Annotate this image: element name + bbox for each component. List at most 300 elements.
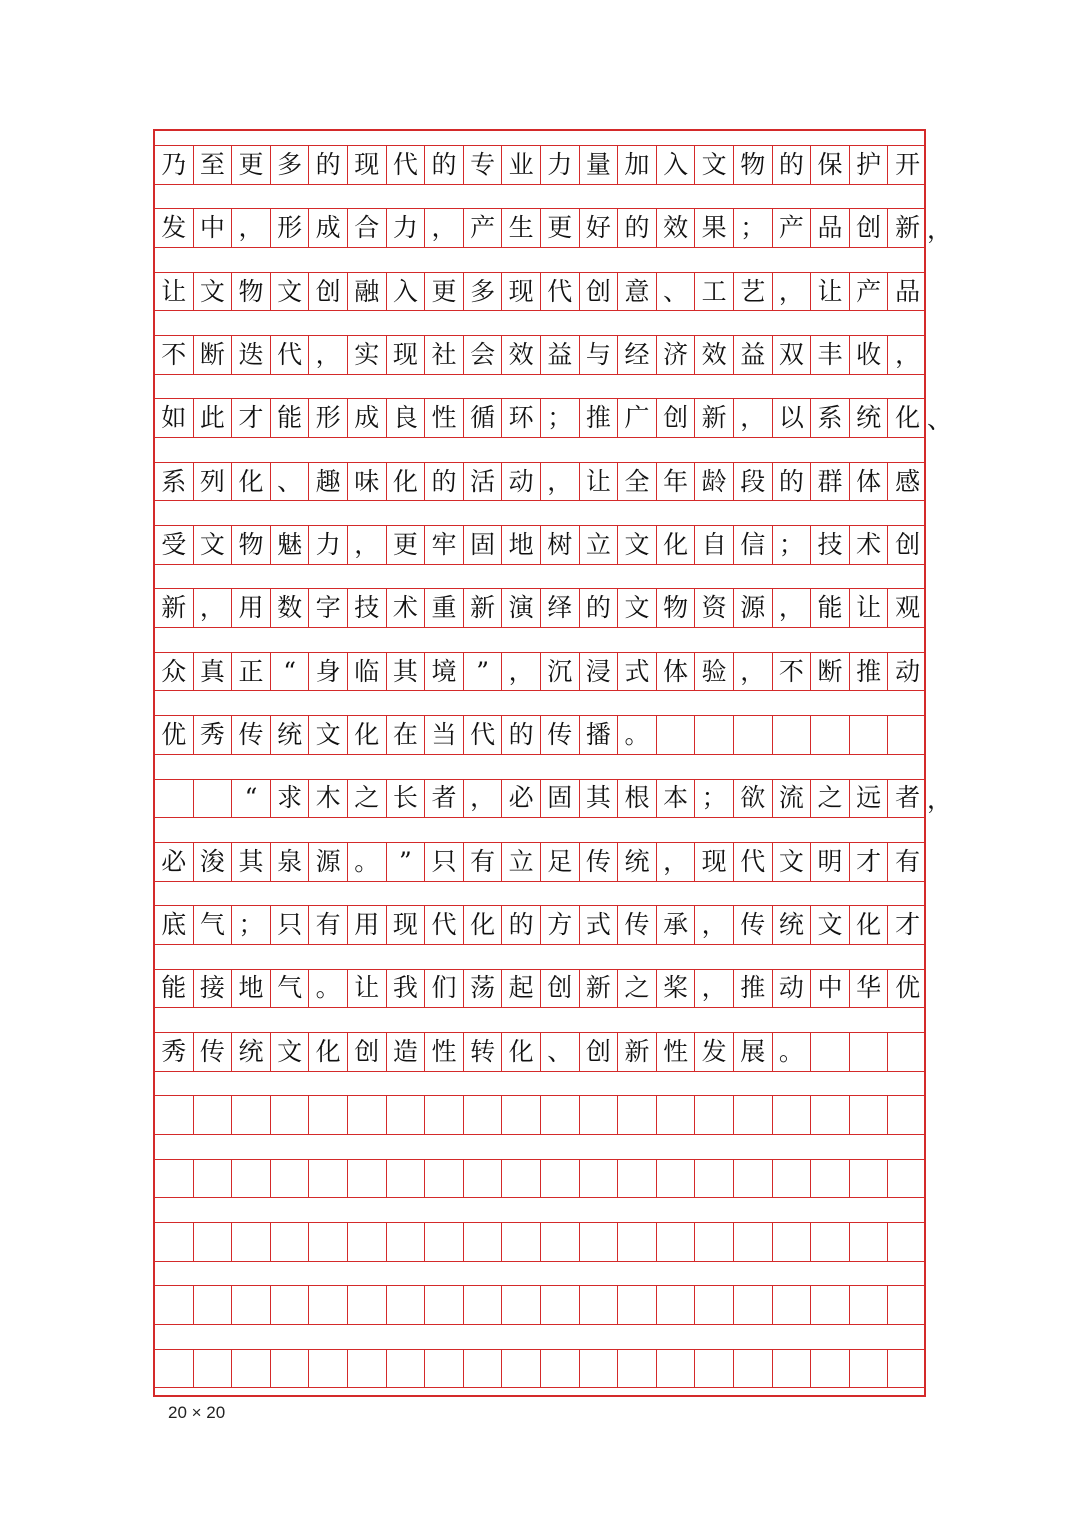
grid-cell: 造	[387, 1032, 426, 1071]
grid-cell: 产	[773, 208, 812, 247]
grid-cell	[502, 1222, 541, 1261]
grid-cell: 浸	[580, 652, 619, 691]
grid-cell	[888, 715, 927, 754]
grid-cell: 木	[309, 779, 348, 818]
grid-cell: “	[271, 652, 310, 691]
grid-cell: 欲	[734, 779, 773, 818]
grid-cell	[425, 1222, 464, 1261]
grid-cell: 、	[541, 1032, 580, 1071]
grid-cell: 艺	[734, 272, 773, 311]
grid-cell: 用	[348, 905, 387, 944]
grid-cell: 传	[232, 715, 271, 754]
grid-cell: ；	[695, 779, 734, 818]
grid-cell: 统	[773, 905, 812, 944]
grid-cell: 临	[348, 652, 387, 691]
grid-cell	[811, 715, 850, 754]
grid-row	[155, 1095, 924, 1134]
grid-cell: 效	[695, 335, 734, 374]
grid-row	[155, 398, 953, 437]
grid-cell: 动	[895, 656, 921, 686]
grid-cell: 生	[502, 208, 541, 247]
grid-cell: 传	[580, 842, 619, 881]
grid-cell: 数	[271, 588, 310, 627]
grid-cell: 华	[850, 969, 889, 1008]
grid-cell: 入	[657, 145, 696, 184]
grid-cell: 系	[155, 462, 194, 501]
grid-cell: 循	[464, 398, 503, 437]
grid-cell: 播	[580, 715, 619, 754]
grid-cell	[271, 1349, 310, 1388]
grid-row	[155, 779, 953, 818]
grid-cell	[232, 1159, 271, 1198]
grid-cell: 绎	[541, 588, 580, 627]
grid-cell: 至	[194, 145, 233, 184]
manuscript-grid-sheet	[153, 129, 953, 1397]
grid-cell: 远	[850, 779, 889, 818]
grid-cell: 如	[155, 398, 194, 437]
grid-cell	[155, 1349, 194, 1388]
grid-cell	[657, 1285, 696, 1324]
grid-row	[155, 652, 924, 691]
grid-cell: ，	[734, 652, 773, 691]
grid-cell: 量	[580, 145, 619, 184]
grid-cell: 更	[541, 208, 580, 247]
grid-cell: 文	[309, 715, 348, 754]
grid-cell: 泉	[271, 842, 310, 881]
grid-cell: 新	[895, 213, 921, 243]
grid-cell: 代	[734, 842, 773, 881]
grid-cell	[194, 1159, 233, 1198]
grid-cell	[271, 1095, 310, 1134]
grid-cell	[618, 1349, 657, 1388]
grid-row	[155, 1159, 924, 1198]
grid-row	[155, 969, 924, 1008]
grid-cell: 效	[657, 208, 696, 247]
grid-cell	[850, 1095, 889, 1134]
grid-cell	[773, 1222, 812, 1261]
grid-cell: 技	[348, 588, 387, 627]
grid-row	[155, 905, 924, 944]
grid-cell	[348, 1159, 387, 1198]
grid-cell	[309, 1159, 348, 1198]
grid-cell: ，	[657, 842, 696, 881]
grid-cell: 开	[895, 149, 921, 179]
grid-cell	[811, 1159, 850, 1198]
grid-cell: 文	[618, 588, 657, 627]
grid-cell	[773, 1349, 812, 1388]
grid-cell	[618, 1095, 657, 1134]
grid-cell	[541, 1095, 580, 1134]
grid-cell: 现	[387, 905, 426, 944]
grid-cell: 产	[850, 272, 889, 311]
grid-cell: 者	[895, 783, 921, 813]
grid-cell	[850, 1032, 889, 1071]
grid-cell: 发	[695, 1032, 734, 1071]
grid-cell	[387, 1159, 426, 1198]
grid-cell: 接	[194, 969, 233, 1008]
grid-cell	[811, 1032, 850, 1071]
grid-cell	[773, 1095, 812, 1134]
grid-cell: 们	[425, 969, 464, 1008]
grid-cell: 护	[850, 145, 889, 184]
grid-cell	[580, 1095, 619, 1134]
grid-cell: 性	[425, 1032, 464, 1071]
grid-cell	[232, 1222, 271, 1261]
grid-cell	[541, 1222, 580, 1261]
grid-cell	[850, 715, 889, 754]
grid-cell: 能	[155, 969, 194, 1008]
grid-cell: 创	[348, 1032, 387, 1071]
grid-cell: 段	[734, 462, 773, 501]
grid-cell: 足	[541, 842, 580, 881]
grid-cell: 秀	[155, 1032, 194, 1071]
grid-cell: 荡	[464, 969, 503, 1008]
grid-cell: 以	[773, 398, 812, 437]
grid-cell: 群	[811, 462, 850, 501]
grid-cell: 更	[232, 145, 271, 184]
grid-cell	[580, 1159, 619, 1198]
grid-cell: ；	[541, 398, 580, 437]
grid-cell: 迭	[232, 335, 271, 374]
grid-cell	[657, 1159, 696, 1198]
grid-cell: 龄	[695, 462, 734, 501]
grid-cell: 化	[895, 403, 921, 433]
grid-cell: 才	[895, 910, 921, 940]
grid-cell	[888, 1159, 927, 1198]
grid-cell: 我	[387, 969, 426, 1008]
grid-cell: 社	[425, 335, 464, 374]
grid-cell	[502, 1285, 541, 1324]
grid-cell: 术	[850, 525, 889, 564]
grid-cell	[541, 1349, 580, 1388]
grid-cell	[425, 1285, 464, 1324]
grid-cell	[580, 1285, 619, 1324]
grid-cell	[271, 1222, 310, 1261]
grid-cell	[850, 1285, 889, 1324]
grid-cell: ，	[232, 208, 271, 247]
grid-cell: 物	[232, 525, 271, 564]
grid-cell: 能	[811, 588, 850, 627]
grid-row	[155, 525, 924, 564]
margin-punctuation: 、	[927, 404, 953, 434]
grid-cell: 化	[387, 462, 426, 501]
grid-cell: 现	[387, 335, 426, 374]
grid-cell: 身	[309, 652, 348, 691]
grid-cell: 力	[309, 525, 348, 564]
grid-cell: 中	[811, 969, 850, 1008]
grid-cell: 的	[425, 462, 464, 501]
grid-cell	[155, 1285, 194, 1324]
grid-cell	[888, 1222, 927, 1261]
grid-cell: 境	[425, 652, 464, 691]
margin-punctuation: ，	[927, 214, 953, 244]
grid-cell: 有	[309, 905, 348, 944]
grid-cell: 能	[271, 398, 310, 437]
grid-cell: 的	[502, 905, 541, 944]
grid-cell: ，	[695, 905, 734, 944]
grid-cell: 浚	[194, 842, 233, 881]
grid-cell: 力	[387, 208, 426, 247]
grid-cell: ，	[502, 652, 541, 691]
grid-cell: 化	[232, 462, 271, 501]
grid-cell: 树	[541, 525, 580, 564]
grid-cell: 新	[695, 398, 734, 437]
grid-cell	[811, 1095, 850, 1134]
grid-cell	[734, 1159, 773, 1198]
grid-cell: 牢	[425, 525, 464, 564]
grid-cell: 列	[194, 462, 233, 501]
grid-cell: 地	[232, 969, 271, 1008]
grid-cell: 味	[348, 462, 387, 501]
grid-cell	[811, 1349, 850, 1388]
grid-cell: 益	[734, 335, 773, 374]
grid-row	[155, 588, 924, 627]
grid-cell: ，	[695, 969, 734, 1008]
grid-cell: 方	[541, 905, 580, 944]
grid-cell	[502, 1159, 541, 1198]
grid-cell: 更	[387, 525, 426, 564]
grid-cell: 的	[773, 145, 812, 184]
grid-cell: 式	[580, 905, 619, 944]
grid-cell	[348, 1349, 387, 1388]
grid-cell: 丰	[811, 335, 850, 374]
grid-cell: 。	[309, 969, 348, 1008]
grid-cell: 会	[464, 335, 503, 374]
grid-cell: 让	[811, 272, 850, 311]
grid-cell: 更	[425, 272, 464, 311]
grid-cell: 收	[850, 335, 889, 374]
grid-cell: 广	[618, 398, 657, 437]
grid-cell: 真	[194, 652, 233, 691]
grid-cell: 性	[425, 398, 464, 437]
grid-cell: 优	[895, 973, 921, 1003]
grid-cell	[232, 1095, 271, 1134]
grid-cell: 的	[618, 208, 657, 247]
grid-cell: 代	[541, 272, 580, 311]
grid-cell	[348, 1095, 387, 1134]
grid-cell	[695, 1159, 734, 1198]
grid-cell: 化	[348, 715, 387, 754]
grid-cell	[194, 1285, 233, 1324]
grid-cell	[734, 1222, 773, 1261]
grid-cell	[194, 779, 233, 818]
grid-cell: 观	[895, 593, 921, 623]
grid-cell: 入	[387, 272, 426, 311]
grid-cell	[618, 1285, 657, 1324]
grid-cell: 与	[580, 335, 619, 374]
grid-cell	[425, 1095, 464, 1134]
grid-cell: 新	[464, 588, 503, 627]
grid-cell: 信	[734, 525, 773, 564]
grid-cell	[387, 1349, 426, 1388]
grid-cell: ，	[773, 272, 812, 311]
grid-cell: 受	[155, 525, 194, 564]
grid-cell	[425, 1349, 464, 1388]
grid-cell	[657, 715, 696, 754]
grid-cell: ，	[464, 779, 503, 818]
grid-cell: 保	[811, 145, 850, 184]
grid-cell	[695, 1095, 734, 1134]
grid-cell: 转	[464, 1032, 503, 1071]
grid-cell: 本	[657, 779, 696, 818]
grid-cell	[541, 1159, 580, 1198]
grid-cell: 只	[271, 905, 310, 944]
grid-cell: 新	[580, 969, 619, 1008]
grid-cell: 用	[232, 588, 271, 627]
grid-cell	[271, 1285, 310, 1324]
grid-cell: 实	[348, 335, 387, 374]
grid-row	[155, 715, 924, 754]
grid-cell: “	[232, 779, 271, 818]
grid-cell: 求	[271, 779, 310, 818]
grid-cell: 加	[618, 145, 657, 184]
grid-cell: 多	[464, 272, 503, 311]
grid-cell	[888, 1285, 927, 1324]
grid-cell: 乃	[155, 145, 194, 184]
grid-cell: 双	[773, 335, 812, 374]
grid-cell: 让	[580, 462, 619, 501]
grid-cell	[309, 1222, 348, 1261]
grid-cell	[888, 1349, 927, 1388]
grid-cell: 代	[425, 905, 464, 944]
grid-cell: 根	[618, 779, 657, 818]
grid-cell	[232, 1349, 271, 1388]
grid-row	[155, 1222, 924, 1261]
grid-cell	[580, 1222, 619, 1261]
grid-cell: 、	[657, 272, 696, 311]
grid-cell: 流	[773, 779, 812, 818]
grid-cell: ，	[309, 335, 348, 374]
grid-cell: 化	[850, 905, 889, 944]
grid-cell: 必	[502, 779, 541, 818]
grid-cell	[502, 1095, 541, 1134]
grid-cell	[464, 1222, 503, 1261]
grid-cell	[773, 1159, 812, 1198]
grid-cell: 产	[464, 208, 503, 247]
grid-cell	[695, 715, 734, 754]
grid-cell: ，	[773, 588, 812, 627]
grid-cell: 创	[657, 398, 696, 437]
margin-punctuation: ，	[927, 784, 953, 814]
grid-cell: 化	[464, 905, 503, 944]
grid-cell: 化	[309, 1032, 348, 1071]
grid-cell: 其	[232, 842, 271, 881]
grid-cell: 有	[895, 846, 921, 876]
grid-cell: 统	[618, 842, 657, 881]
grid-cell	[348, 1285, 387, 1324]
grid-cell: 才	[850, 842, 889, 881]
grid-cell: 意	[618, 272, 657, 311]
grid-cell: 承	[657, 905, 696, 944]
grid-cell: 经	[618, 335, 657, 374]
grid-cell: 不	[773, 652, 812, 691]
grid-cell: 优	[155, 715, 194, 754]
grid-cell: 其	[387, 652, 426, 691]
grid-cell	[194, 1095, 233, 1134]
grid-cell: 固	[541, 779, 580, 818]
grid-cell: 中	[194, 208, 233, 247]
grid-cell: 文	[695, 145, 734, 184]
grid-cell: 立	[502, 842, 541, 881]
grid-cell: 年	[657, 462, 696, 501]
grid-cell: 者	[425, 779, 464, 818]
grid-cell: 技	[811, 525, 850, 564]
grid-cell: 文	[194, 272, 233, 311]
grid-cell: 文	[194, 525, 233, 564]
grid-cell: 传	[734, 905, 773, 944]
grid-cell	[541, 1285, 580, 1324]
grid-cell: 气	[271, 969, 310, 1008]
grid-cell: 众	[155, 652, 194, 691]
grid-cell: 感	[895, 466, 921, 496]
grid-cell: 形	[309, 398, 348, 437]
grid-cell	[309, 1095, 348, 1134]
grid-cell	[811, 1285, 850, 1324]
grid-cell: 代	[464, 715, 503, 754]
grid-cell	[618, 1159, 657, 1198]
grid-cell: 形	[271, 208, 310, 247]
grid-cell: 才	[232, 398, 271, 437]
grid-cell: 文	[271, 272, 310, 311]
grid-cell	[155, 1222, 194, 1261]
grid-cell	[734, 1285, 773, 1324]
grid-cell: 动	[773, 969, 812, 1008]
grid-cell	[734, 1095, 773, 1134]
grid-cell: 推	[580, 398, 619, 437]
grid-cell: ；	[773, 525, 812, 564]
grid-row	[155, 842, 924, 881]
grid-cell	[811, 1222, 850, 1261]
grid-cell: 物	[232, 272, 271, 311]
grid-cell: 的	[773, 462, 812, 501]
grid-cell: 演	[502, 588, 541, 627]
grid-cell	[194, 1349, 233, 1388]
grid-cell: 全	[618, 462, 657, 501]
grid-cell: 化	[502, 1032, 541, 1071]
grid-cell: 多	[271, 145, 310, 184]
grid-cell	[695, 1349, 734, 1388]
grid-cell: 统	[850, 398, 889, 437]
grid-cell: 益	[541, 335, 580, 374]
grid-cell: 魅	[271, 525, 310, 564]
grid-cell: 新	[155, 588, 194, 627]
grid-cell	[734, 1349, 773, 1388]
grid-cell: 活	[464, 462, 503, 501]
grid-cell: 沉	[541, 652, 580, 691]
grid-row	[155, 1349, 924, 1388]
grid-cell	[194, 1222, 233, 1261]
grid-cell: 文	[618, 525, 657, 564]
grid-cell: 桨	[657, 969, 696, 1008]
grid-cell: 传	[541, 715, 580, 754]
grid-cell: 的	[309, 145, 348, 184]
grid-cell: 当	[425, 715, 464, 754]
grid-cell: 统	[232, 1032, 271, 1071]
grid-cell: 的	[502, 715, 541, 754]
grid-cell	[657, 1095, 696, 1134]
grid-cell: 趣	[309, 462, 348, 501]
grid-cell	[773, 1285, 812, 1324]
grid-cell: 工	[695, 272, 734, 311]
grid-cell: ，	[425, 208, 464, 247]
grid-row	[155, 208, 953, 247]
grid-cell: 新	[618, 1032, 657, 1071]
grid-cell	[155, 1095, 194, 1134]
grid-cell: 源	[734, 588, 773, 627]
grid-cell	[387, 1285, 426, 1324]
grid-size-label: 20 × 20	[168, 1403, 226, 1422]
grid-cell	[309, 1285, 348, 1324]
